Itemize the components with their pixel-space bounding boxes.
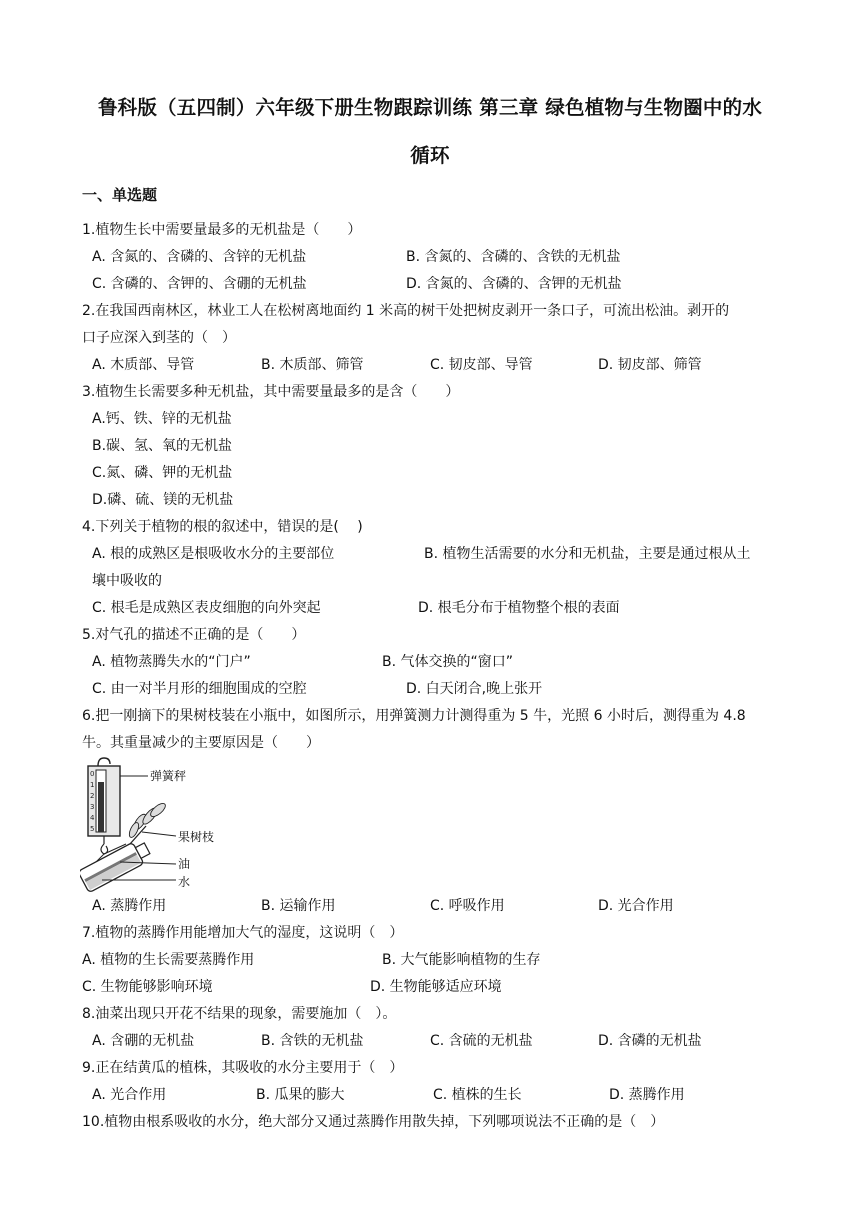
leaf <box>127 821 140 838</box>
label-line-branch <box>142 832 176 836</box>
question-9-option-a: A. 光合作用 <box>92 1087 167 1103</box>
question-6-stem-line1: 6.把一刚摘下的果树枝装在小瓶中，如图所示，用弹簧测力计测得重为 5 牛，光照 6 小时后，测得重为 4.8 <box>82 708 746 724</box>
scale-indicator <box>98 782 104 832</box>
question-5-option-c: C. 由一对半月形的细胞围成的空腔 <box>92 681 307 697</box>
question-4-option-c: C. 根毛是成熟区表皮细胞的向外突起 <box>92 600 321 616</box>
label-water: 水 <box>178 875 191 889</box>
question-7-option-d: D. 生物能够适应环境 <box>370 979 502 995</box>
question-4-option-a: A. 根的成熟区是根吸收水分的主要部位 <box>92 546 335 562</box>
question-1-option-d: D. 含氮的、含磷的、含钾的无机盐 <box>406 276 622 292</box>
question-2-option-a: A. 木质部、导管 <box>92 357 195 373</box>
question-6-option-b: B. 运输作用 <box>261 898 336 914</box>
scale-tick-5: 5 <box>90 825 95 833</box>
question-7-option-c: C. 生物能够影响环境 <box>82 979 213 995</box>
question-7-stem: 7.植物的蒸腾作用能增加大气的湿度，这说明（ ） <box>82 925 404 941</box>
question-8-option-a: A. 含硼的无机盐 <box>92 1033 195 1049</box>
section-heading: 一、单选题 <box>82 186 158 204</box>
question-4-option-b-line1: B. 植物生活需要的水分和无机盐，主要是通过根从土 <box>424 546 751 562</box>
question-2-option-b: B. 木质部、筛管 <box>261 357 364 373</box>
question-1-option-c: C. 含磷的、含钾的、含硼的无机盐 <box>92 276 307 292</box>
question-1-stem: 1.植物生长中需要量最多的无机盐是（ ） <box>82 222 362 238</box>
question-4-option-b-line2: 壤中吸收的 <box>92 573 162 589</box>
question-3-option-b: B.碳、氢、氧的无机盐 <box>92 438 233 454</box>
question-3-stem: 3.植物生长需要多种无机盐，其中需要量最多的是含（ ） <box>82 384 460 400</box>
question-2-stem-line2: 口子应深入到茎的（ ） <box>82 330 236 346</box>
question-4-option-d: D. 根毛分布于植物整个根的表面 <box>418 600 620 616</box>
question-8-option-d: D. 含磷的无机盐 <box>598 1033 702 1049</box>
question-3-option-d: D.磷、硫、镁的无机盐 <box>92 492 234 508</box>
question-8-option-c: C. 含硫的无机盐 <box>430 1033 533 1049</box>
scale-tick-2: 2 <box>90 792 95 800</box>
question-6-stem-line2: 牛。其重量减少的主要原因是（ ） <box>82 735 320 751</box>
question-8-stem: 8.油菜出现只开花不结果的现象，需要施加（ ）。 <box>82 1006 397 1022</box>
question-9-option-d: D. 蒸腾作用 <box>609 1087 685 1103</box>
label-scale: 弹簧秤 <box>150 769 187 783</box>
question-3-option-c: C.氮、磷、钾的无机盐 <box>92 465 233 481</box>
question-5-option-b: B. 气体交换的“窗口” <box>382 654 514 670</box>
scale-hook-top <box>98 758 110 766</box>
label-branch: 果树枝 <box>178 830 215 844</box>
question-5-option-a: A. 植物蒸腾失水的“门户” <box>92 654 251 670</box>
question-3-option-a: A.钙、铁、锌的无机盐 <box>92 411 232 427</box>
question-9-option-c: C. 植株的生长 <box>433 1087 522 1103</box>
spring-scale-figure <box>80 756 240 892</box>
bottle <box>80 838 153 892</box>
question-9-stem: 9.正在结黄瓜的植株，其吸收的水分主要用于（ ） <box>82 1060 404 1076</box>
question-2-stem-line1: 2.在我国西南林区，林业工人在松树离地面约 1 米高的树干处把树皮剥开一条口子，可流出松油。剥开的 <box>82 303 730 319</box>
question-9-option-b: B. 瓜果的膨大 <box>256 1087 345 1103</box>
question-5-stem: 5.对气孔的描述不正确的是（ ） <box>82 627 306 643</box>
question-6-option-d: D. 光合作用 <box>598 898 674 914</box>
question-5-option-d: D. 白天闭合,晚上张开 <box>406 681 543 697</box>
question-7-option-b: B. 大气能影响植物的生存 <box>382 952 541 968</box>
question-4-stem: 4.下列关于植物的根的叙述中，错误的是( ) <box>82 519 363 535</box>
scale-tick-4: 4 <box>90 814 95 822</box>
question-1-option-a: A. 含氮的、含磷的、含锌的无机盐 <box>92 249 307 265</box>
question-6-option-a: A. 蒸腾作用 <box>92 898 167 914</box>
document-title-line1: 鲁科版（五四制）六年级下册生物跟踪训练 第三章 绿色植物与生物圈中的水 <box>97 96 763 119</box>
question-1-option-b: B. 含氮的、含磷的、含铁的无机盐 <box>406 249 621 265</box>
question-7-option-a: A. 植物的生长需要蒸腾作用 <box>82 952 255 968</box>
question-10-stem: 10.植物由根系吸收的水分，绝大部分又通过蒸腾作用散失掉，下列哪项说法不正确的是（ ） <box>82 1114 665 1130</box>
question-2-option-d: D. 韧皮部、筛管 <box>598 357 702 373</box>
scale-tick-3: 3 <box>90 803 95 811</box>
scale-tick-0: 0 <box>90 770 95 778</box>
question-6-option-c: C. 呼吸作用 <box>430 898 505 914</box>
document-title-line2: 循环 <box>410 144 450 167</box>
label-oil: 油 <box>178 857 191 871</box>
question-8-option-b: B. 含铁的无机盐 <box>261 1033 364 1049</box>
scale-tick-1: 1 <box>90 781 95 789</box>
question-2-option-c: C. 韧皮部、导管 <box>430 357 533 373</box>
